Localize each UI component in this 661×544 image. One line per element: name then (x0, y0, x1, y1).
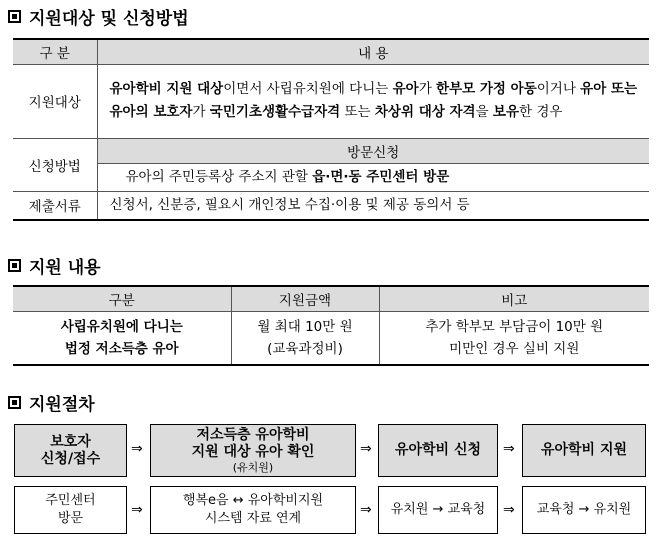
target-table (13, 38, 649, 221)
apply-content: 유아의 주민등록상 주소지 관할 읍·면·동 주민센터 방문 (97, 163, 649, 191)
square-bullet-icon (8, 396, 21, 409)
header-amount: 지원금액 (231, 286, 379, 311)
procedure-step-tuition-apply-detail: 유치원 → 교육청 (378, 486, 498, 534)
arrow-right-icon: ⇒ (503, 441, 515, 457)
procedure-step-apply-receive: 보호자 신청/접수 (14, 424, 127, 477)
section-title-text: 지원대상 및 신청방법 (29, 8, 189, 29)
support-category: 사립유치원에 다니는 법정 저소득층 유아 (13, 311, 231, 365)
procedure-step-tuition-apply: 유아학비 신청 (378, 424, 498, 477)
support-remarks: 추가 학부모 부담금이 10만 원 미만인 경우 실비 지원 (379, 311, 649, 365)
arrow-right-icon: ⇒ (131, 441, 143, 457)
support-table (13, 285, 649, 366)
target-label: 지원대상 (13, 64, 97, 138)
arrow-right-icon: ⇒ (131, 502, 143, 518)
procedure-step-tuition-support-detail: 교육청 → 유치원 (522, 486, 646, 534)
section-title-text: 지원절차 (29, 394, 95, 415)
docs-content: 신청서, 신분증, 필요시 개인정보 수집·이용 및 제공 동의서 등 (97, 191, 649, 220)
arrow-right-icon: ⇒ (360, 441, 372, 457)
section-title-procedure (8, 390, 95, 414)
header-category: 구 분 (13, 39, 97, 64)
arrow-right-icon: ⇒ (360, 502, 372, 518)
apply-label: 신청방법 (13, 138, 97, 191)
docs-label: 제출서류 (13, 191, 97, 220)
procedure-step-tuition-support: 유아학비 지원 (522, 424, 646, 477)
section-title-target (8, 4, 189, 28)
header-content: 내 용 (97, 39, 649, 64)
arrow-right-icon: ⇒ (503, 502, 515, 518)
section-title-support (8, 253, 101, 277)
procedure-step-apply-receive-detail: 주민센터 방문 (14, 486, 127, 534)
target-content: 유아학비 지원 대상이면서 사립유치원에 다니는 유아가 한부모 가정 아동이거나 유아 또는 유아의 보호자가 국민기초생활수급자격 또는 차상위 대상 자격을 보유한 경우 (97, 64, 649, 138)
support-amount: 월 최대 10만 원 (교육과정비) (231, 311, 379, 365)
square-bullet-icon (8, 259, 21, 272)
procedure-step-eligibility-check: 저소득층 유아학비 지원 대상 유아 확인 (유치원) (150, 424, 356, 477)
section-title-text: 지원 내용 (29, 257, 101, 278)
apply-sub-header: 방문신청 (97, 138, 649, 163)
procedure-step-eligibility-check-detail: 행복e음 ↔ 유아학비지원 시스템 자료 연계 (150, 486, 356, 534)
square-bullet-icon (8, 10, 21, 23)
header-category: 구분 (13, 286, 231, 311)
header-remarks: 비고 (379, 286, 649, 311)
